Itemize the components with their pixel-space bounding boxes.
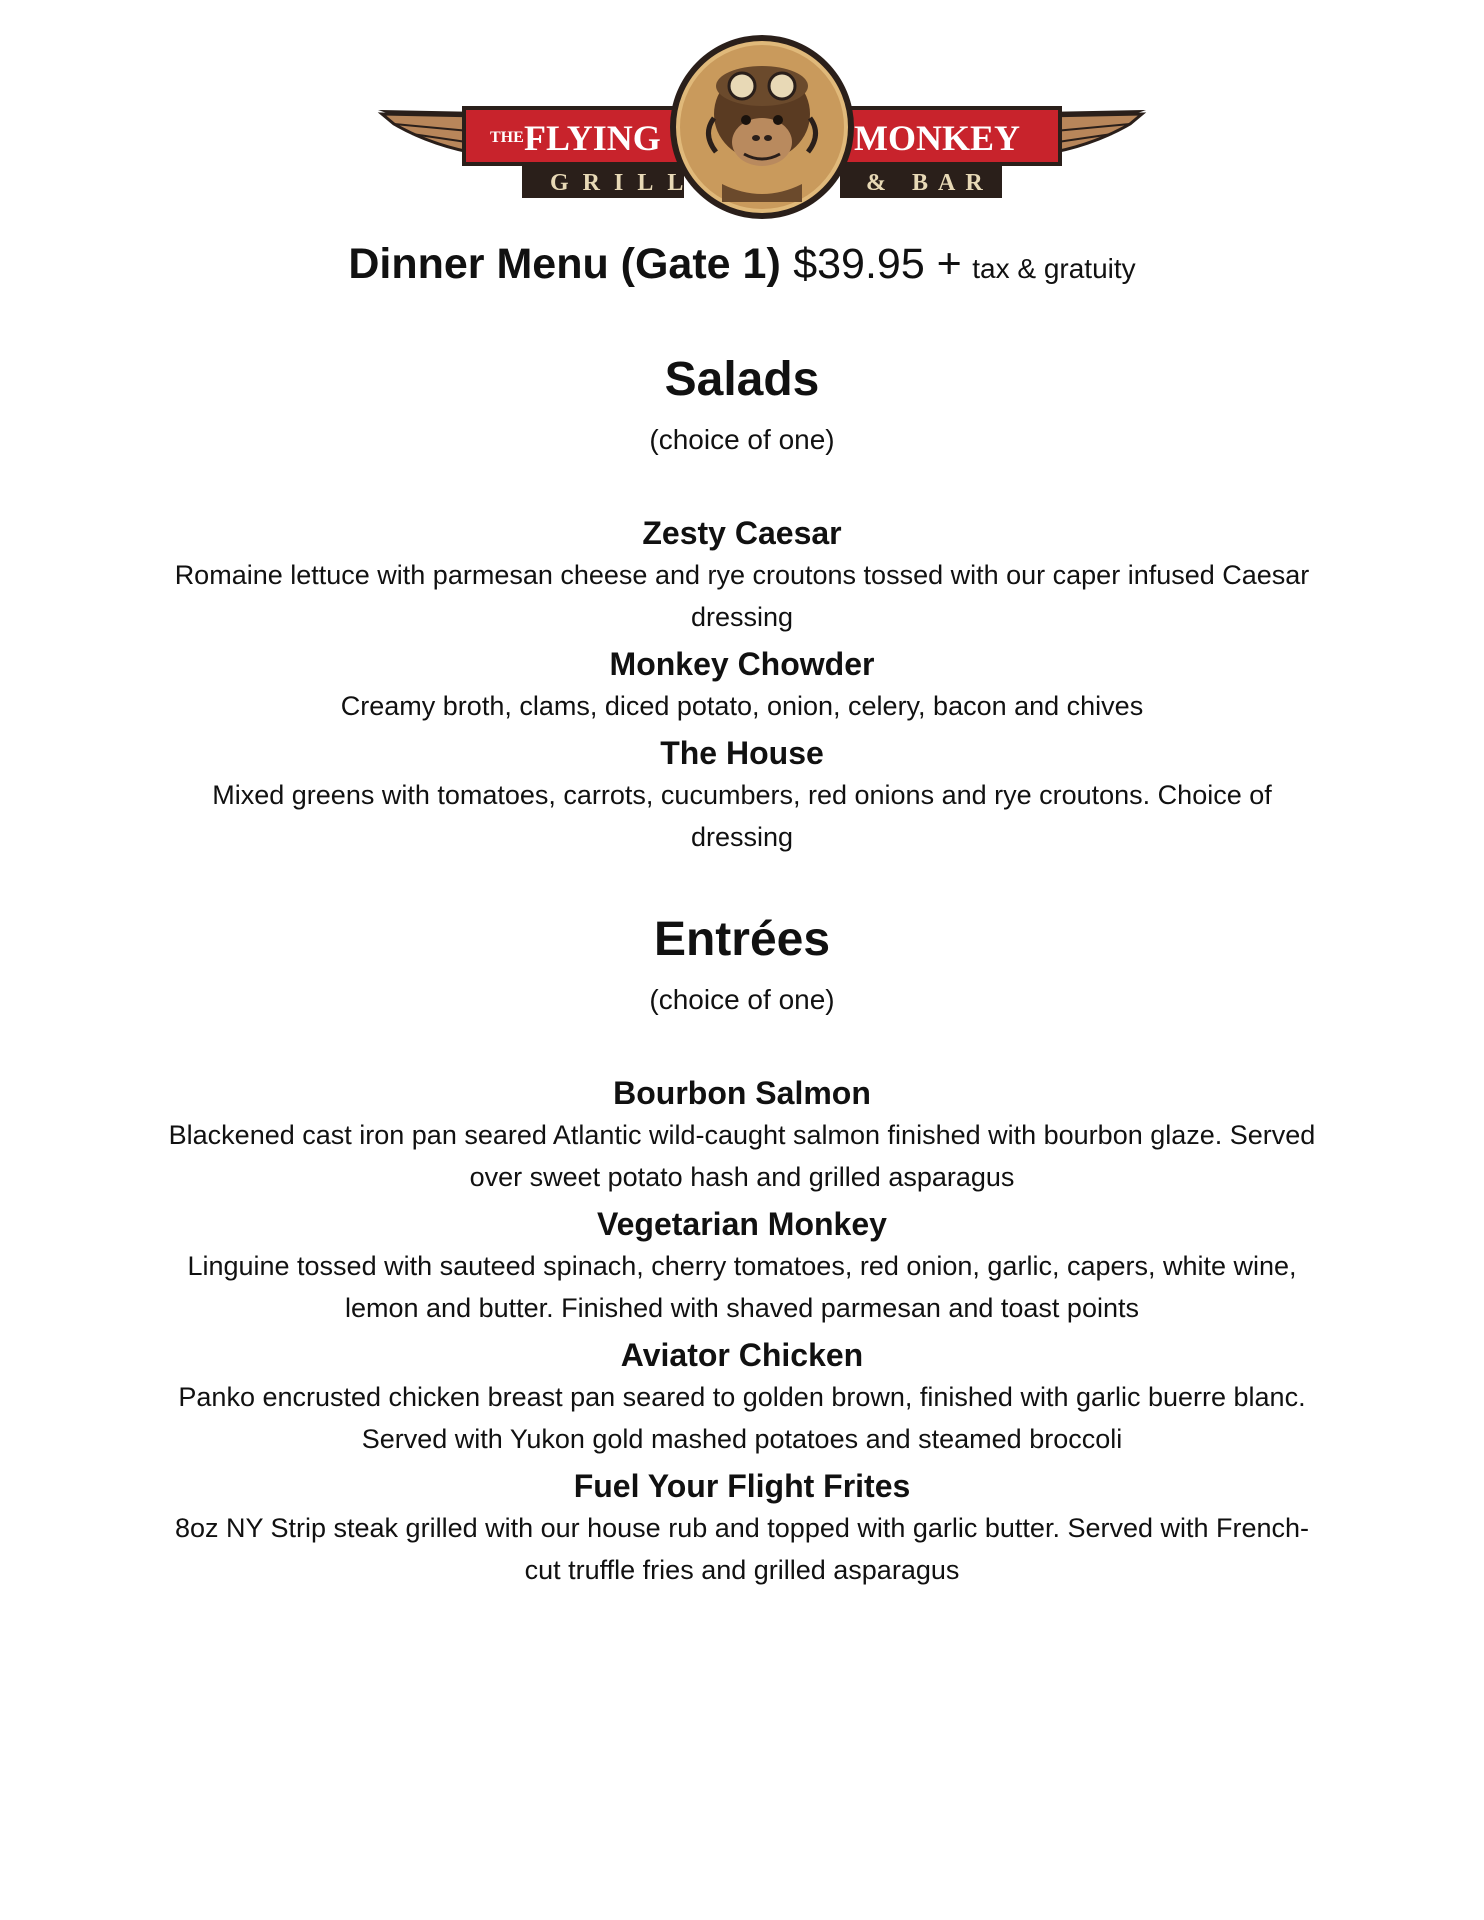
menu-item [160, 1334, 1324, 1460]
item-name: The House [660, 735, 824, 771]
salads-subtitle: (choice of one) [649, 424, 835, 455]
item-name: Aviator Chicken [620, 1337, 864, 1373]
menu-item [160, 1465, 1324, 1591]
entrees-subtitle: (choice of one) [649, 984, 835, 1015]
item-description: Romaine lettuce with parmesan cheese and rye croutons tossed with our caper infused Caesar dressing [174, 560, 1310, 632]
menu-item [160, 1203, 1324, 1329]
logo-monkey-text: MONKEY [854, 118, 1020, 158]
item-description: Mixed greens with tomatoes, carrots, cucumbers, red onions and rye croutons. Choice of dressing [212, 780, 1272, 852]
logo-the-text: THE [490, 129, 524, 146]
item-description: 8oz NY Strip steak grilled with our house rub and topped with garlic butter. Served with French-cut truffle fries and grilled asparagus [174, 1513, 1310, 1585]
menu-price: $39.95 + [793, 240, 962, 288]
menu-item [160, 1072, 1324, 1198]
entrees-heading: Entrées [653, 913, 831, 966]
logo-flying-text: FLYING [524, 118, 661, 158]
menu-item [160, 512, 1324, 638]
logo-grill-text: GRILL [550, 170, 698, 196]
page-title: Dinner Menu (Gate 1) [348, 240, 781, 288]
item-description: Creamy broth, clams, diced potato, onion, celery, bacon and chives [340, 691, 1144, 721]
logo-bar-text: & BAR [866, 170, 993, 196]
menu-item [160, 732, 1324, 858]
flying-monkey-logo [372, 34, 1152, 220]
item-name: Monkey Chowder [609, 646, 875, 682]
item-name: Vegetarian Monkey [597, 1206, 887, 1242]
item-description: Panko encrusted chicken breast pan seared to golden brown, finished with garlic buerre blanc. Served with Yukon gold mashed potatoes and steamed broccoli [178, 1382, 1306, 1454]
item-name: Bourbon Salmon [613, 1075, 871, 1111]
menu-item [160, 643, 1324, 727]
item-name: Zesty Caesar [642, 515, 842, 551]
item-description: Blackened cast iron pan seared Atlantic wild-caught salmon finished with bourbon glaze. Served over sweet potato hash and grilled asparagus [168, 1120, 1316, 1192]
item-name: Fuel Your Flight Frites [573, 1468, 911, 1504]
menu-header [0, 240, 1484, 289]
item-description: Linguine tossed with sauteed spinach, cherry tomatoes, red onion, garlic, capers, white wine, lemon and butter. Finished with shaved parmesan and toast points [187, 1251, 1297, 1323]
tax-note: tax & gratuity [972, 253, 1136, 284]
salads-heading: Salads [664, 353, 820, 406]
